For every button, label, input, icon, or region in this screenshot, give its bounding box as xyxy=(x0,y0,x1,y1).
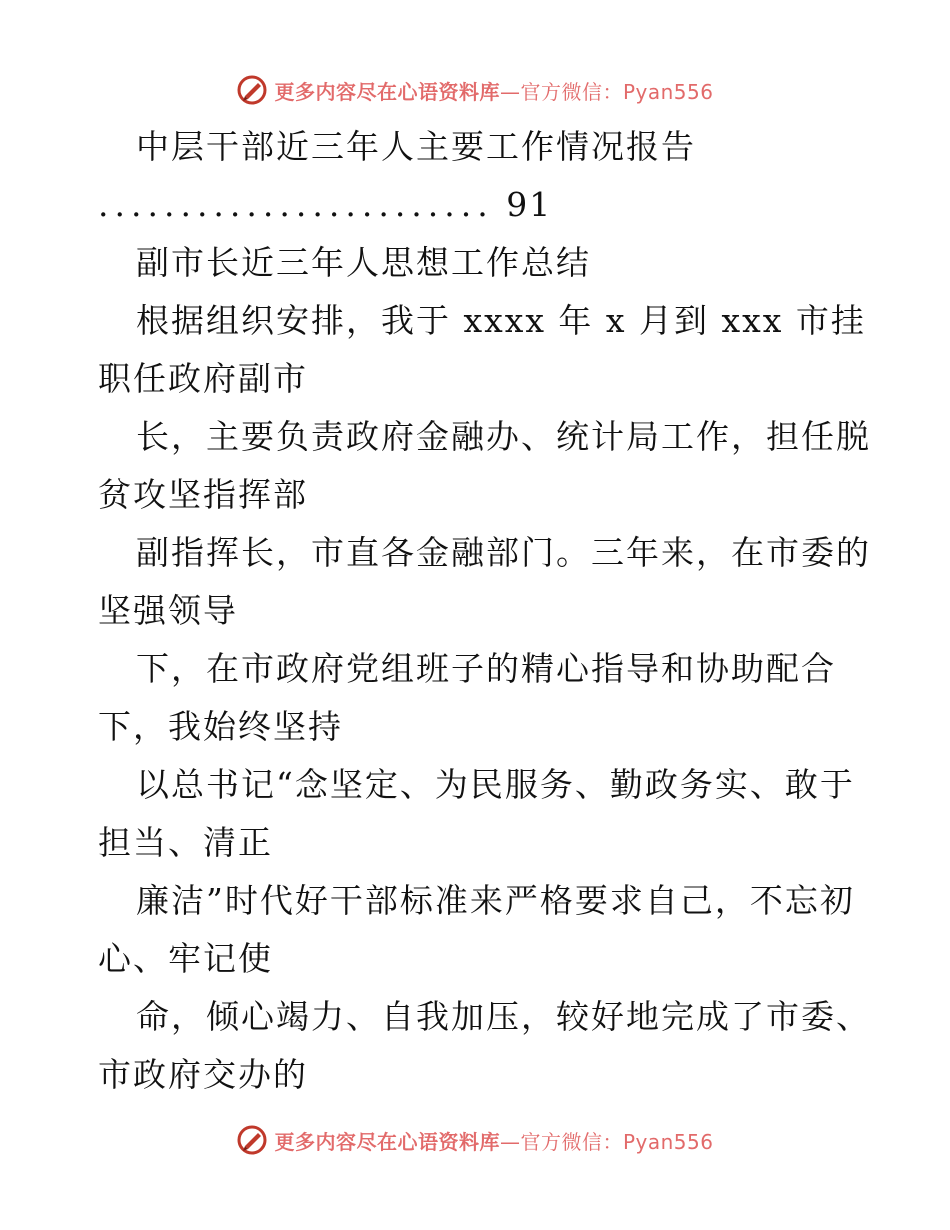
body-line: 下，我始终坚持 xyxy=(98,707,343,746)
body-line: 根据组织安排，我于 xxxx 年 x 月到 xxx 市挂 xyxy=(136,301,866,340)
body-line: 长，主要负责政府金融办、统计局工作，担任脱 xyxy=(136,417,871,456)
header-banner xyxy=(0,70,950,110)
body-line: 市政府交办的 xyxy=(98,1055,308,1094)
footer-banner xyxy=(0,1120,950,1160)
toc-page-number: 91 xyxy=(506,185,553,224)
body-line: 担当、清正 xyxy=(98,823,273,862)
pen-logo-icon xyxy=(236,1124,268,1156)
body-line: 命，倾心竭力、自我加压，较好地完成了市委、 xyxy=(136,997,871,1036)
body-line: 坚强领导 xyxy=(98,591,238,630)
body-line: 下，在市政府党组班子的精心指导和协助配合 xyxy=(136,649,836,688)
body-line: 廉洁”时代好干部标准来严格要求自己，不忘初 xyxy=(136,881,855,920)
pen-logo-icon xyxy=(236,74,268,106)
body-line: 职任政府副市 xyxy=(98,359,308,398)
body-line: 以总书记“念坚定、为民服务、勤政务实、敢于 xyxy=(136,765,855,804)
toc-entry-title: 中层干部近三年人主要工作情况报告 xyxy=(136,127,696,166)
document-body xyxy=(98,118,871,1104)
banner-wechat-text: —官方微信：Pyan556 xyxy=(499,79,714,104)
banner-lead-text: 更多内容尽在心语资料库 xyxy=(274,79,500,104)
body-line: 贫攻坚指挥部 xyxy=(98,475,308,514)
toc-dot-leader: ........................ xyxy=(98,185,494,224)
body-line: 心、牢记使 xyxy=(98,939,273,978)
body-line: 副指挥长，市直各金融部门。三年来，在市委的 xyxy=(136,533,871,572)
toc-entry-leader-row xyxy=(98,176,858,234)
banner-wechat-text: —官方微信：Pyan556 xyxy=(499,1129,714,1154)
banner-lead-text: 更多内容尽在心语资料库 xyxy=(274,1129,500,1154)
section-title: 副市长近三年人思想工作总结 xyxy=(136,243,591,282)
